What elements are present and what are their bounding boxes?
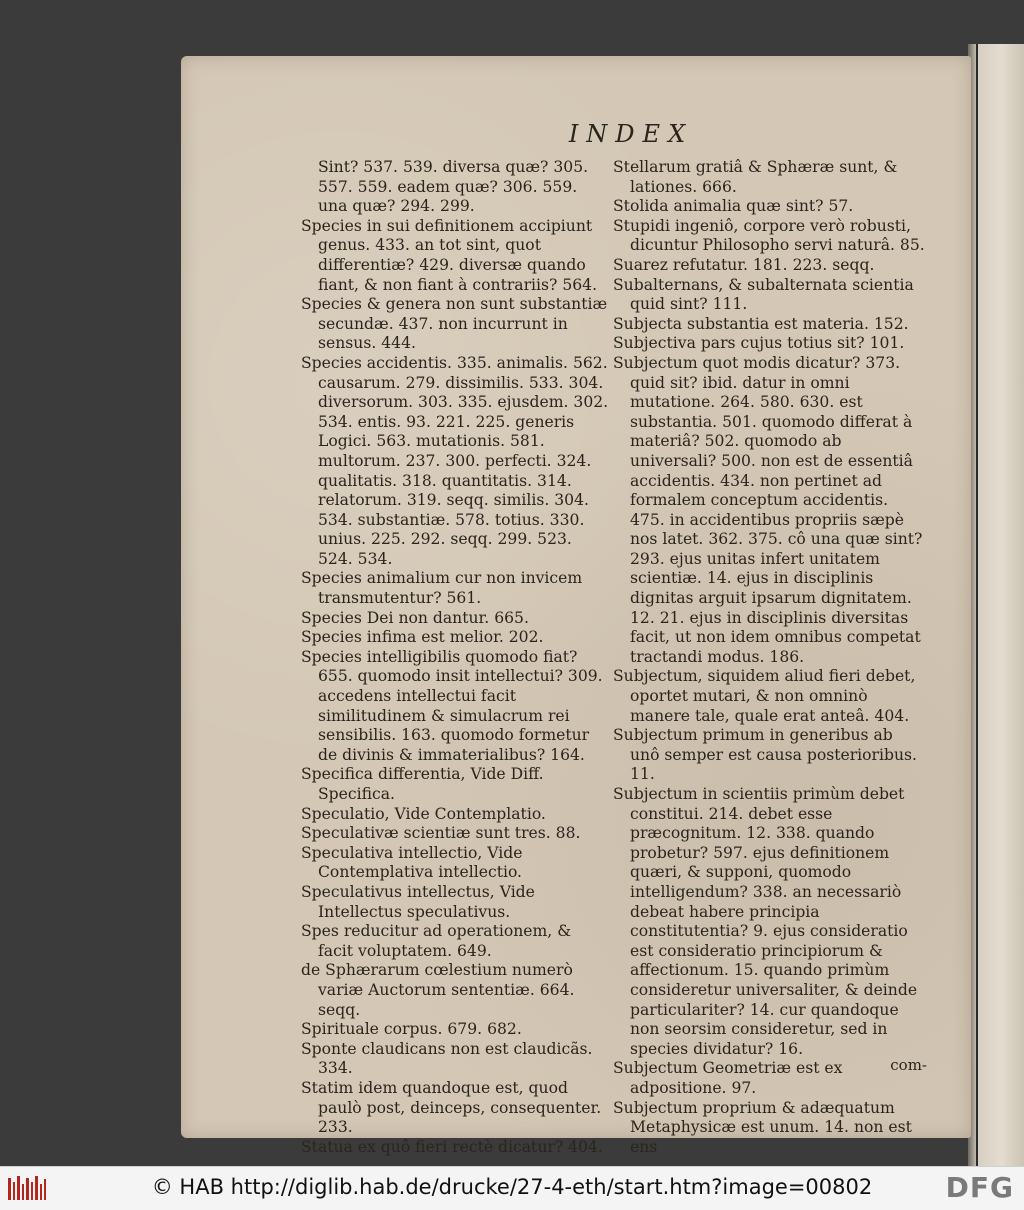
index-entry: Stolida animalia quæ sint? 57. <box>613 197 854 216</box>
index-entry: Subalternans, & subalternata scientia quid sint? 111. <box>613 275 914 314</box>
index-entry: Species & genera non sunt substantiæ secundæ. 437. non incurrunt in sensus. 444. <box>301 295 608 353</box>
index-entry: Subjectum, siquidem aliud fieri debet, oportet mutari, & non omninò manere tale, quale erat anteâ. 404. <box>613 667 916 725</box>
catchword: com- <box>890 1056 927 1074</box>
index-entry: Spes reducitur ad operationem, & facit voluptatem. 649. <box>301 922 572 960</box>
index-entry: Spirituale corpus. 679. 682. <box>301 1020 522 1039</box>
index-entry: Subjectiva pars cujus totius sit? 101. <box>613 334 905 353</box>
index-entry: Species infima est melior. 202. <box>301 628 544 647</box>
index-entry: Species in sui definitionem accipiunt genus. 433. an tot sint, quot differentiæ? 429. diversæ quando fiant, & non fiant à contrariis? 564. <box>301 216 598 294</box>
index-entry: Subjectum primum in generibus ab unô semper est causa posterioribus. 11. <box>613 726 917 784</box>
next-page-edge <box>968 44 1024 1166</box>
index-entry: Species animalium cur non invicem transmutentur? 561. <box>301 569 583 608</box>
page-title: INDEX <box>568 120 694 148</box>
index-entry: Subjectum proprium & adæquatum Metaphysicæ est unum. 14. non est ens <box>613 1098 912 1156</box>
index-entry: Subjecta substantia est materia. 152. <box>613 314 909 333</box>
index-entry: Stellarum gratiâ & Sphæræ sunt, & lationes. 666. <box>613 158 898 196</box>
index-entry: Speculativus intellectus, Vide Intellectus speculativus. <box>301 882 535 921</box>
index-entry: Statim idem quandoque est, quod paulò post, deinceps, consequenter. 233. <box>301 1078 602 1137</box>
index-entry: Species Dei non dantur. 665. <box>301 608 529 627</box>
index-entry: de Sphærarum cœlestium numerò variæ Auctorum sententiæ. 664. seqq. <box>301 961 575 1019</box>
viewer-footer <box>0 1166 1024 1210</box>
index-entry: Specifica differentia, Vide Diff. Specifica. <box>301 765 544 803</box>
index-entry: Speculativæ scientiæ sunt tres. 88. <box>301 824 581 843</box>
index-entry: Subjectum quot modis dicatur? 373. quid sit? ibid. datur in omni mutatione. 264. 580. 630. est substantia. 501. quomodo differat à materiâ? 502. quomodo ab universali? 500. non est de essentiâ accidentis. 434. non pertinet ad formalem conceptum accidentis. 475. in accidentibus propriis sæpè nos latet. 362. 375. cô una quæ sint? 293. ejus unitas infert unitatem scientiæ. 14. ejus in disciplinis dignitas arguit ipsarum dignitatem. 12. 21. ejus in disciplinis diversitas facit, ut non idem omnibus competat tractandi modus. 186. <box>613 353 923 666</box>
index-entry: Suarez refutatur. 181. 223. seqq. <box>613 255 875 274</box>
index-entry: Sponte claudicans non est claudicãs. 334. <box>301 1039 593 1078</box>
index-entry: Subjectum in scientiis primùm debet constitui. 214. debet esse præcognitum. 12. 338. quando probetur? 597. ejus definitionem quæri, & supponi, quomodo intelligendum? 338. an necessariò debeat habere principia constitutentia? 9. ejus consideratio est consideratio principiorum & affectionum. 15. quando primùm consideretur universaliter, & deinde particulariter? 14. cur quandoque non seorsim consideretur, sed in species dividatur? 16. <box>613 785 918 1058</box>
index-column-left <box>301 158 611 1157</box>
index-entry: Speculativa intellectio, Vide Contemplativa intellectio. <box>301 843 523 882</box>
index-entry: Subjectum Geometriæ est ex adpositione. 97. <box>613 1059 843 1097</box>
index-entry: Species intelligibilis quomodo fiat? 655. quomodo insit intellectui? 309. accedens intellectui facit similitudinem & simulacrum rei sensibilis. 163. quomodo formetur de divinis & immaterialibus? 164. <box>301 647 603 764</box>
book-page <box>181 56 971 1156</box>
copyright-link[interactable]: © HAB http://diglib.hab.de/drucke/27-4-eth/start.htm?image=00802 <box>151 1175 873 1199</box>
index-entry: Speculatio, Vide Contemplatio. <box>301 804 546 823</box>
dfg-logo[interactable]: DFG <box>945 1171 1014 1204</box>
index-entry: Species accidentis. 335. animalis. 562. causarum. 279. dissimilis. 533. 304. diversorum. 303. 335. ejusdem. 302. 534. entis. 93. 221. 225. generis Logici. 563. mutationis. 581. multorum. 237. 300. perfecti. 324. qualitatis. 318. quantitatis. 314. relatorum. 319. seqq. similis. 304. 534. substantiæ. 578. totius. 330. unius. 225. 292. seqq. 299. 523. 524. 534. <box>301 353 609 568</box>
index-entry: Sint? 537. 539. diversa quæ? 305. 557. 559. eadem quæ? 306. 559. una quæ? 294. 299. <box>318 158 589 216</box>
index-entry: Statua ex quô fieri rectè dicatur? 404. <box>301 1137 603 1156</box>
index-column-right <box>613 158 925 1157</box>
index-entry: Stupidi ingeniô, corpore verò robusti, dicuntur Philosopho servi naturâ. 85. <box>613 216 925 255</box>
